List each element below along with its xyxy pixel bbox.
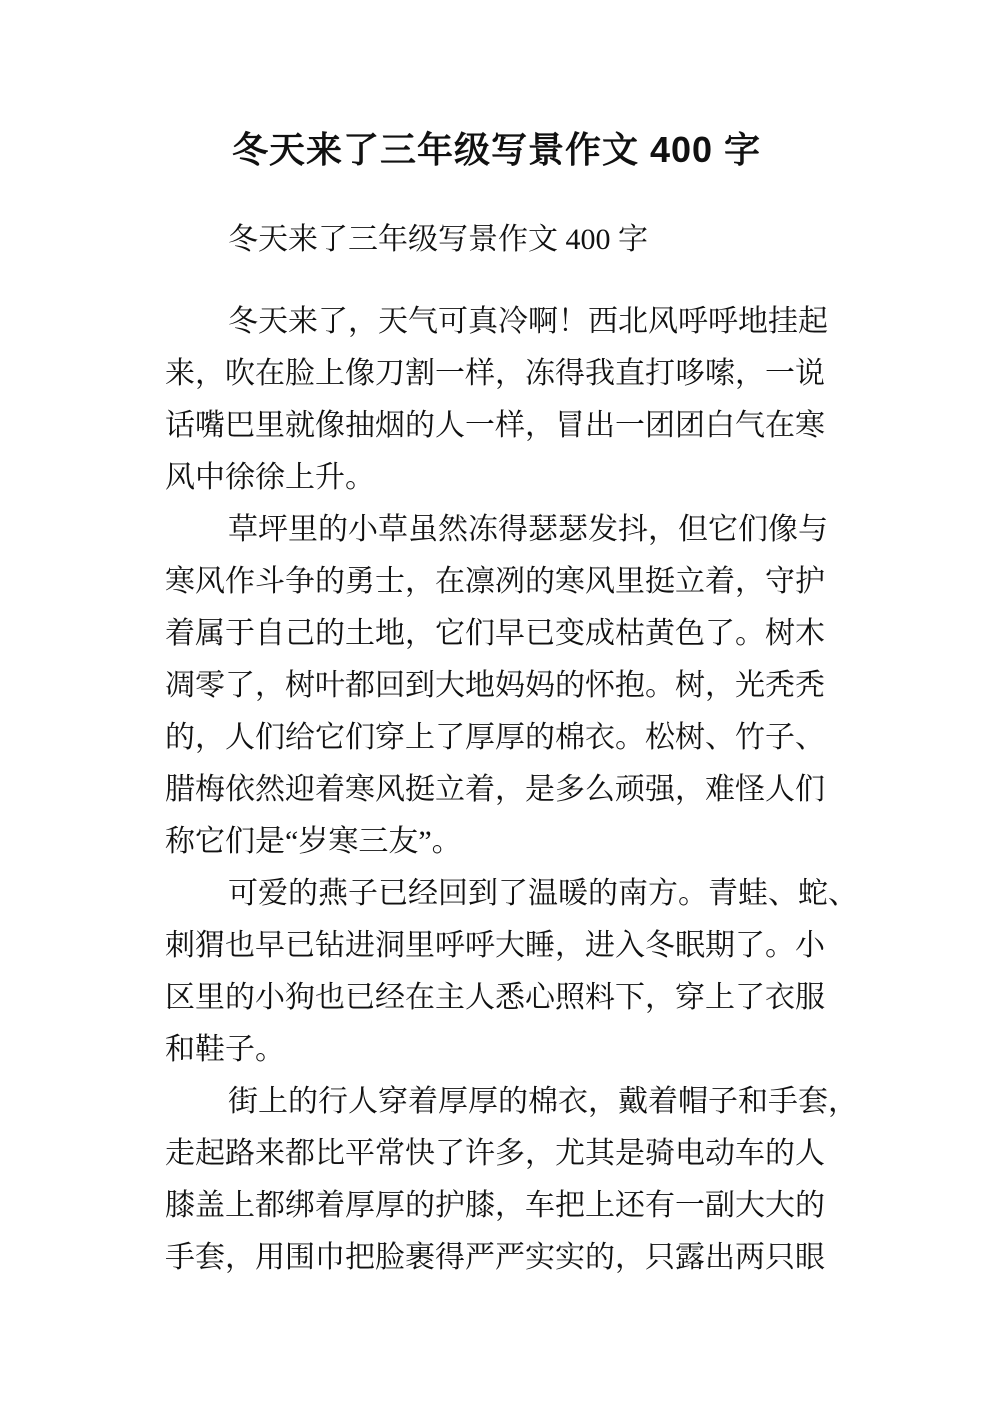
text-line: 手套，用围巾把脸裹得严严实实的，只露出两只眼 (165, 1241, 825, 1274)
text-line: 区里的小狗也已经在主人悉心照料下，穿上了衣服 (165, 981, 825, 1014)
text-line: 可爱的燕子已经回到了温暖的南方。青蛙、蛇、 (228, 877, 858, 910)
paragraph (165, 296, 865, 504)
paragraph (165, 868, 865, 1076)
text-line: 来，吹在脸上像刀割一样，冻得我直打哆嗦，一说 (165, 357, 825, 390)
text-line: 冬天来了三年级写景作文 400 字 (228, 223, 648, 256)
text-line: 刺猬也早已钻进洞里呼呼大睡，进入冬眠期了。小 (165, 929, 825, 962)
text-line: 膝盖上都绑着厚厚的护膝，车把上还有一副大大的 (165, 1189, 825, 1222)
text-line: 着属于自己的土地，它们早已变成枯黄色了。树木 (165, 617, 825, 650)
text-line: 的，人们给它们穿上了厚厚的棉衣。松树、竹子、 (165, 721, 825, 754)
paragraph (165, 504, 865, 868)
text-line: 风中徐徐上升。 (165, 461, 375, 494)
text-line: 称它们是“岁寒三友”。 (165, 825, 462, 858)
text-line: 走起路来都比平常快了许多，尤其是骑电动车的人 (165, 1137, 825, 1170)
text-line: 街上的行人穿着厚厚的棉衣，戴着帽子和手套， (228, 1085, 858, 1118)
document-body (165, 214, 865, 1284)
text-line: 话嘴巴里就像抽烟的人一样，冒出一团团白气在寒 (165, 409, 825, 442)
document-title: 冬天来了三年级写景作文 400 字 (231, 129, 762, 170)
text-line: 冬天来了，天气可真冷啊！西北风呼呼地挂起 (228, 305, 828, 338)
text-line: 凋零了，树叶都回到大地妈妈的怀抱。树，光秃秃 (165, 669, 825, 702)
paragraph (165, 1076, 865, 1284)
text-line: 草坪里的小草虽然冻得瑟瑟发抖，但它们像与 (228, 513, 828, 546)
paragraph (165, 214, 865, 266)
text-line: 腊梅依然迎着寒风挺立着，是多么顽强，难怪人们 (165, 773, 825, 806)
text-line: 和鞋子。 (165, 1033, 285, 1066)
text-line: 寒风作斗争的勇士，在凛冽的寒风里挺立着，守护 (165, 565, 825, 598)
